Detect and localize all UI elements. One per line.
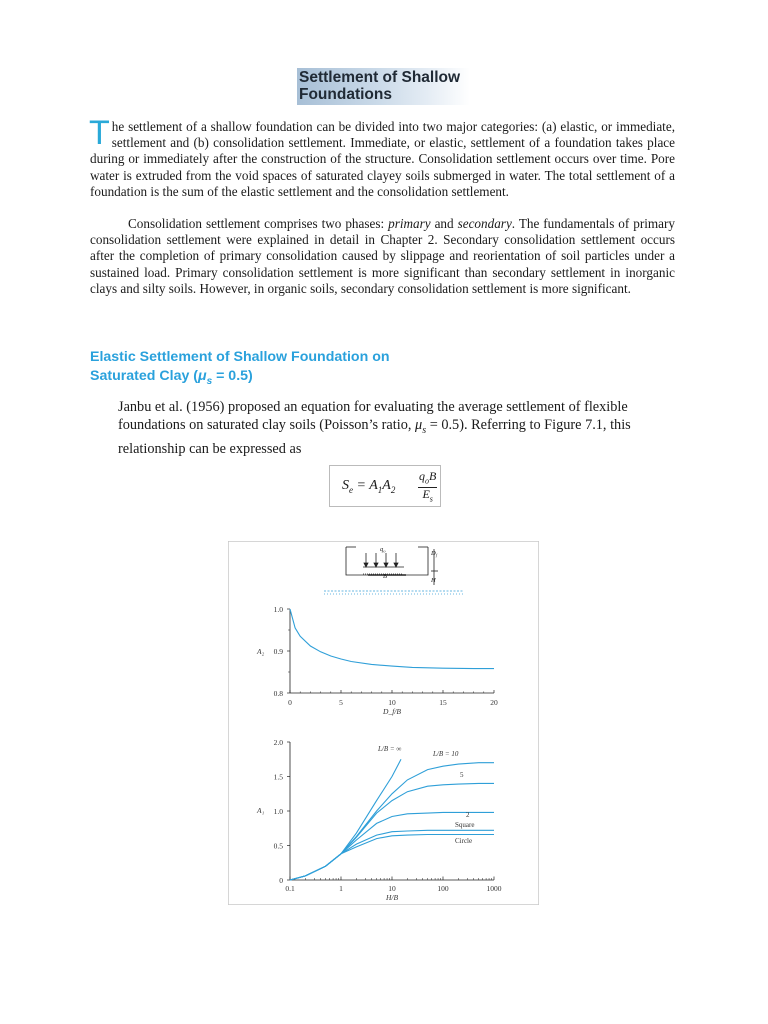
a2-x-tick-label: 10 — [388, 698, 396, 707]
para2-emph-secondary: secondary — [457, 216, 512, 231]
para2-text-a: Consolidation settlement comprises two phases: — [128, 216, 389, 231]
a2-y-axis-label: A₂ — [257, 647, 265, 656]
a1-y-tick-label: 1.0 — [273, 807, 283, 816]
a2-x-tick-label: 15 — [439, 698, 447, 707]
heading-line1: Elastic Settlement of Shallow Foundation on — [90, 349, 390, 365]
para2-text-b: and — [430, 216, 458, 231]
sketch-width-label: B — [383, 573, 387, 580]
a2-y-tick-label: 1.0 — [273, 605, 283, 614]
section-title-line1: Settlement of Shallow — [299, 69, 461, 86]
equation-lhs: $S_e = A_1A_2$ — [342, 478, 396, 495]
a1-series-label: Circle — [455, 837, 473, 845]
a1-y-tick-label: 1.5 — [273, 772, 283, 782]
drop-cap: T — [89, 114, 110, 152]
a1-y-axis-label: A₁ — [257, 806, 265, 815]
janbu-mu-sub: s — [422, 424, 427, 436]
sketch-load-label: $q_o$ — [380, 546, 386, 554]
a1-series-label: L/B = 10 — [433, 750, 459, 758]
a2-x-tick-label: 20 — [490, 698, 498, 707]
a1-x-tick-label: 10 — [388, 884, 396, 893]
heading-mu: μ — [198, 368, 207, 384]
a2-y-tick-label: 0.8 — [273, 689, 283, 698]
figure-7-1 — [228, 541, 539, 905]
a1-x-tick-label: 0.1 — [285, 884, 295, 893]
a1-y-tick-label: 2.0 — [273, 738, 283, 747]
janbu-text-a: Janbu et al. (1956) proposed an equation for evaluating the average settlement of flexible foundations on saturated clay soils (Poisson’s ratio, — [118, 399, 628, 433]
consolidation-paragraph — [90, 216, 675, 297]
janbu-paragraph — [118, 398, 678, 458]
a1-series-label: 2 — [466, 811, 470, 819]
section-title-banner — [297, 68, 470, 105]
heading-line2-a: Saturated Clay ( — [90, 368, 199, 384]
para2-text-c: . The fundamentals of primary consolidation settlement were explained in detail in Chapter 2. Secondary consolidation settlement occurs after the completion of primary consolidation caused by slippage and reorientation of soil particles under a sustained load. Primary consolidation settlement is more significant than secondary settlement in inorganic clays and silty soils. However, in organic soils, secondary consolidation settlement is more significant. — [90, 216, 675, 296]
para2-emph-primary: primary — [388, 216, 431, 231]
a1-series-label: L/B = ∞ — [378, 745, 402, 753]
intro-text: he settlement of a shallow foundation can be divided into two major categories: (a) elastic, or immediate, settlement and (b) consolidation settlement. Immediate, or elastic, settlement of a foundation takes place during or immediately after the construction of the structure. Consolidation settlement occurs over time. Pore water is extruded from the void spaces of saturated clayey soils submerged in water. The total settlement of a foundation is the sum of the elastic settlement and the consolidation settlement. — [90, 119, 675, 199]
section-heading — [90, 348, 390, 391]
heading-line2-b: = 0.5) — [212, 368, 253, 384]
section-title-line2: Foundations — [299, 86, 392, 103]
janbu-mu: μ — [415, 417, 423, 433]
a1-x-tick-label: 100 — [437, 884, 449, 893]
equation-fraction: $q_oB$ $E_s$ — [419, 469, 437, 504]
a1-x-tick-label: 1000 — [486, 884, 502, 893]
a2-x-tick-label: 0 — [288, 698, 292, 707]
janbu-text-b: = 0.5). Referring to Figure 7.1, this relationship can be expressed as — [118, 417, 631, 457]
intro-paragraph — [89, 114, 675, 200]
a2-x-tick-label: 5 — [339, 698, 343, 707]
a1-x-tick-label: 1 — [339, 884, 343, 893]
sketch-thickness-label: H — [431, 577, 436, 584]
settlement-equation — [329, 465, 441, 507]
a1-y-tick-label: 0 — [279, 876, 283, 885]
sketch-depth-label: $D_f$ — [431, 550, 437, 558]
heading-mu-sub: s — [206, 375, 213, 387]
a1-series-label: 5 — [460, 771, 464, 779]
a1-y-tick-label: 0.5 — [273, 841, 283, 851]
a1-x-axis-label: H/B — [385, 893, 399, 902]
a2-y-tick-label: 0.9 — [273, 647, 283, 656]
a2-x-axis-label: D_f/B — [383, 707, 401, 716]
a1-series-label: Square — [455, 821, 475, 829]
